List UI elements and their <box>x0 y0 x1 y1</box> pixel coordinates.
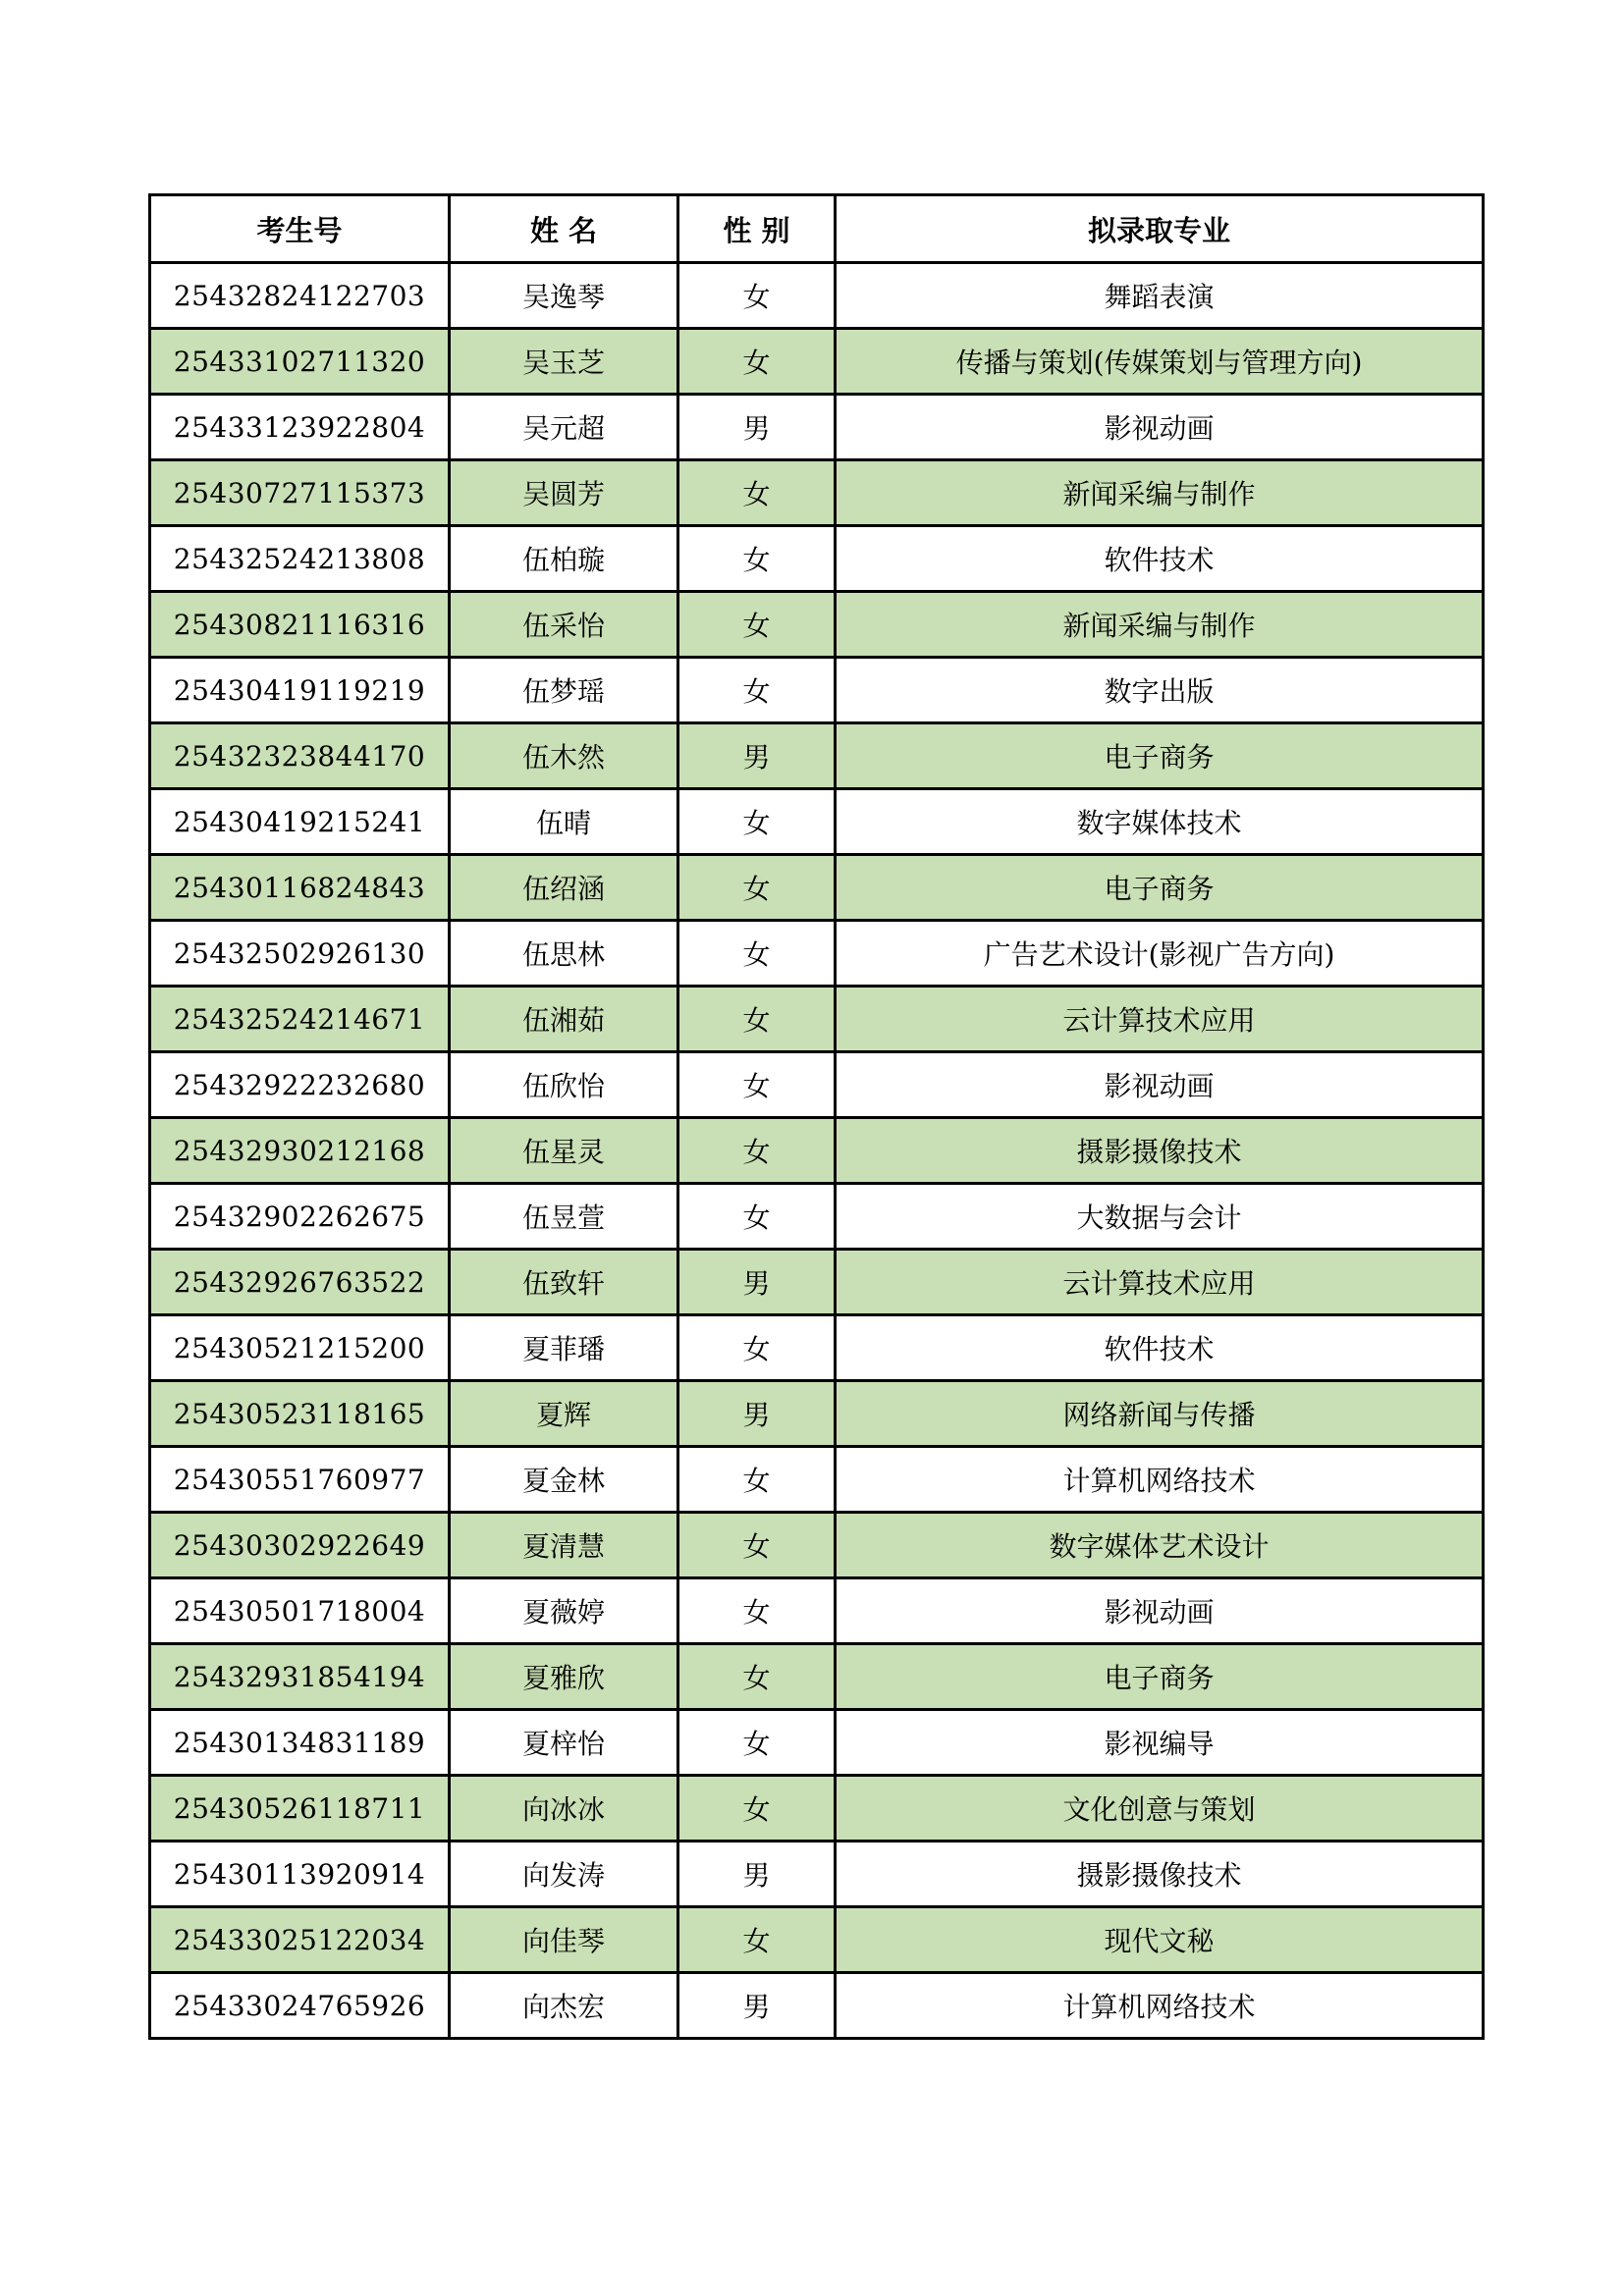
cell-exam-id: 25432930212168 <box>150 1118 450 1184</box>
cell-exam-id: 25430113920914 <box>150 1842 450 1907</box>
cell-name: 伍思林 <box>450 921 678 987</box>
cell-major: 广告艺术设计(影视广告方向) <box>836 921 1484 987</box>
cell-name: 伍湘茹 <box>450 987 678 1052</box>
table-row <box>150 855 1484 921</box>
table-row <box>150 1776 1484 1842</box>
table-row <box>150 1381 1484 1447</box>
table-row <box>150 1907 1484 1973</box>
table-row <box>150 1842 1484 1907</box>
cell-gender: 女 <box>678 1184 836 1250</box>
cell-gender: 男 <box>678 1973 836 2039</box>
cell-major: 软件技术 <box>836 1315 1484 1381</box>
cell-exam-id: 25432323844170 <box>150 723 450 789</box>
cell-name: 伍柏璇 <box>450 526 678 592</box>
cell-gender: 女 <box>678 460 836 526</box>
cell-major: 新闻采编与制作 <box>836 592 1484 658</box>
cell-exam-id: 25430134831189 <box>150 1710 450 1776</box>
cell-exam-id: 25432524214671 <box>150 987 450 1052</box>
admission-table <box>148 193 1485 2040</box>
cell-name: 吴玉芝 <box>450 329 678 395</box>
cell-gender: 女 <box>678 592 836 658</box>
cell-major: 计算机网络技术 <box>836 1447 1484 1513</box>
cell-major: 软件技术 <box>836 526 1484 592</box>
cell-gender: 女 <box>678 263 836 329</box>
table-row <box>150 723 1484 789</box>
cell-exam-id: 25433102711320 <box>150 329 450 395</box>
cell-exam-id: 25432902262675 <box>150 1184 450 1250</box>
cell-exam-id: 25433024765926 <box>150 1973 450 2039</box>
table-row <box>150 395 1484 460</box>
cell-major: 电子商务 <box>836 1644 1484 1710</box>
cell-exam-id: 25432524213808 <box>150 526 450 592</box>
cell-exam-id: 25432824122703 <box>150 263 450 329</box>
cell-exam-id: 25432926763522 <box>150 1250 450 1315</box>
cell-exam-id: 25430116824843 <box>150 855 450 921</box>
cell-gender: 女 <box>678 1907 836 1973</box>
table-row <box>150 1973 1484 2039</box>
cell-name: 向杰宏 <box>450 1973 678 2039</box>
cell-major: 电子商务 <box>836 723 1484 789</box>
cell-exam-id: 25430419119219 <box>150 658 450 723</box>
table-row <box>150 1578 1484 1644</box>
cell-gender: 男 <box>678 1381 836 1447</box>
cell-gender: 男 <box>678 1842 836 1907</box>
header-exam-id: 考生号 <box>150 195 450 263</box>
cell-exam-id: 25430526118711 <box>150 1776 450 1842</box>
cell-major: 电子商务 <box>836 855 1484 921</box>
cell-major: 文化创意与策划 <box>836 1776 1484 1842</box>
cell-major: 云计算技术应用 <box>836 1250 1484 1315</box>
table-body <box>150 263 1484 2039</box>
cell-major: 数字媒体艺术设计 <box>836 1513 1484 1578</box>
cell-major: 传播与策划(传媒策划与管理方向) <box>836 329 1484 395</box>
table-row <box>150 592 1484 658</box>
cell-major: 摄影摄像技术 <box>836 1118 1484 1184</box>
cell-gender: 女 <box>678 526 836 592</box>
table-header <box>150 195 1484 263</box>
table-row <box>150 921 1484 987</box>
cell-gender: 女 <box>678 1315 836 1381</box>
cell-gender: 男 <box>678 1250 836 1315</box>
cell-name: 夏辉 <box>450 1381 678 1447</box>
cell-name: 向佳琴 <box>450 1907 678 1973</box>
cell-major: 新闻采编与制作 <box>836 460 1484 526</box>
table-row <box>150 1644 1484 1710</box>
cell-major: 影视动画 <box>836 395 1484 460</box>
admission-list-sheet <box>148 193 1482 2040</box>
cell-name: 吴圆芳 <box>450 460 678 526</box>
cell-gender: 女 <box>678 1513 836 1578</box>
cell-major: 舞蹈表演 <box>836 263 1484 329</box>
cell-major: 影视动画 <box>836 1052 1484 1118</box>
cell-gender: 女 <box>678 1578 836 1644</box>
table-row <box>150 658 1484 723</box>
cell-exam-id: 25433123922804 <box>150 395 450 460</box>
cell-gender: 女 <box>678 855 836 921</box>
cell-gender: 女 <box>678 789 836 855</box>
cell-exam-id: 25433025122034 <box>150 1907 450 1973</box>
cell-name: 伍梦瑶 <box>450 658 678 723</box>
table-row <box>150 1513 1484 1578</box>
cell-gender: 女 <box>678 1447 836 1513</box>
cell-exam-id: 25432502926130 <box>150 921 450 987</box>
cell-name: 伍昱萱 <box>450 1184 678 1250</box>
cell-name: 伍采怡 <box>450 592 678 658</box>
cell-gender: 女 <box>678 1118 836 1184</box>
cell-gender: 男 <box>678 395 836 460</box>
cell-exam-id: 25430523118165 <box>150 1381 450 1447</box>
cell-name: 伍星灵 <box>450 1118 678 1184</box>
cell-major: 现代文秘 <box>836 1907 1484 1973</box>
cell-major: 大数据与会计 <box>836 1184 1484 1250</box>
cell-name: 伍致轩 <box>450 1250 678 1315</box>
cell-name: 伍欣怡 <box>450 1052 678 1118</box>
cell-gender: 女 <box>678 329 836 395</box>
cell-major: 影视动画 <box>836 1578 1484 1644</box>
cell-name: 夏金林 <box>450 1447 678 1513</box>
cell-gender: 男 <box>678 723 836 789</box>
cell-gender: 女 <box>678 658 836 723</box>
header-name: 姓 名 <box>450 195 678 263</box>
cell-name: 向冰冰 <box>450 1776 678 1842</box>
cell-name: 夏菲璠 <box>450 1315 678 1381</box>
cell-gender: 女 <box>678 1710 836 1776</box>
table-row <box>150 460 1484 526</box>
cell-gender: 女 <box>678 987 836 1052</box>
cell-gender: 女 <box>678 1776 836 1842</box>
table-row <box>150 1710 1484 1776</box>
table-row <box>150 1118 1484 1184</box>
cell-name: 吴逸琴 <box>450 263 678 329</box>
table-row <box>150 789 1484 855</box>
cell-exam-id: 25430501718004 <box>150 1578 450 1644</box>
cell-name: 伍晴 <box>450 789 678 855</box>
cell-gender: 女 <box>678 921 836 987</box>
header-row <box>150 195 1484 263</box>
table-row <box>150 526 1484 592</box>
cell-major: 云计算技术应用 <box>836 987 1484 1052</box>
cell-name: 夏雅欣 <box>450 1644 678 1710</box>
table-row <box>150 1052 1484 1118</box>
cell-exam-id: 25432931854194 <box>150 1644 450 1710</box>
table-row <box>150 1250 1484 1315</box>
cell-exam-id: 25430551760977 <box>150 1447 450 1513</box>
cell-name: 夏薇婷 <box>450 1578 678 1644</box>
cell-exam-id: 25430419215241 <box>150 789 450 855</box>
header-major: 拟录取专业 <box>836 195 1484 263</box>
cell-major: 数字媒体技术 <box>836 789 1484 855</box>
table-row <box>150 263 1484 329</box>
cell-exam-id: 25430727115373 <box>150 460 450 526</box>
cell-gender: 女 <box>678 1644 836 1710</box>
cell-gender: 女 <box>678 1052 836 1118</box>
cell-name: 夏清慧 <box>450 1513 678 1578</box>
cell-name: 吴元超 <box>450 395 678 460</box>
cell-name: 伍绍涵 <box>450 855 678 921</box>
table-row <box>150 1315 1484 1381</box>
cell-exam-id: 25432922232680 <box>150 1052 450 1118</box>
cell-name: 夏梓怡 <box>450 1710 678 1776</box>
cell-exam-id: 25430821116316 <box>150 592 450 658</box>
cell-major: 网络新闻与传播 <box>836 1381 1484 1447</box>
table-row <box>150 1184 1484 1250</box>
cell-major: 影视编导 <box>836 1710 1484 1776</box>
cell-major: 摄影摄像技术 <box>836 1842 1484 1907</box>
cell-name: 向发涛 <box>450 1842 678 1907</box>
table-row <box>150 987 1484 1052</box>
table-row <box>150 329 1484 395</box>
header-gender: 性 别 <box>678 195 836 263</box>
cell-exam-id: 25430302922649 <box>150 1513 450 1578</box>
cell-name: 伍木然 <box>450 723 678 789</box>
cell-major: 数字出版 <box>836 658 1484 723</box>
cell-major: 计算机网络技术 <box>836 1973 1484 2039</box>
cell-exam-id: 25430521215200 <box>150 1315 450 1381</box>
table-row <box>150 1447 1484 1513</box>
